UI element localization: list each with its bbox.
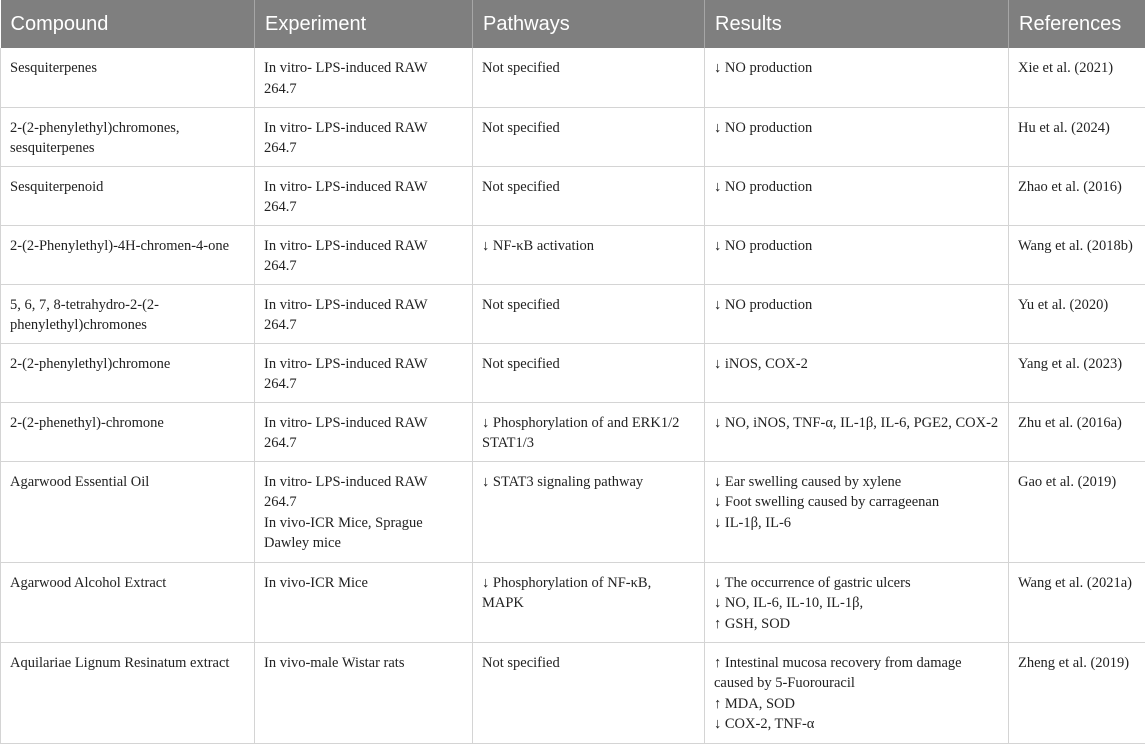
- table-row: [1, 284, 1145, 343]
- result-line: ↓ Foot swelling caused by carrageenan: [714, 494, 940, 510]
- header-experiment: Experiment: [255, 0, 473, 48]
- cell-experiment: [255, 562, 473, 642]
- table-body: [1, 48, 1145, 743]
- cell-experiment: [255, 461, 473, 562]
- header-references: References: [1009, 0, 1145, 48]
- cell-experiment: [255, 48, 473, 107]
- table-row: [1, 225, 1145, 284]
- cell-pathways: ↓ Phosphorylation of NF-κB, MAPK: [473, 562, 705, 642]
- result-line: ↓ iNOS, COX-2: [714, 355, 808, 372]
- cell-experiment: [255, 107, 473, 166]
- cell-pathways: Not specified: [473, 642, 705, 743]
- cell-results: [705, 402, 1009, 461]
- header-results: Results: [705, 0, 1009, 48]
- table-row: [1, 562, 1145, 642]
- result-line: ↓ NO, iNOS, TNF-α, IL-1β, IL-6, PGE2, COX-2: [714, 414, 999, 431]
- experiment-line: In vivo-ICR Mice, Sprague Dawley mice: [264, 514, 423, 551]
- result-line: ↓ The occurrence of gastric ulcers: [714, 574, 911, 591]
- cell-references: Yang et al. (2023): [1009, 343, 1145, 402]
- result-line: ↓ NO production: [714, 60, 813, 76]
- cell-references: Wang et al. (2021a): [1009, 562, 1145, 642]
- cell-compound: Sesquiterpenes: [1, 48, 255, 107]
- table-row: [1, 343, 1145, 402]
- cell-experiment: [255, 642, 473, 743]
- result-line: ↓ NO production: [714, 296, 813, 313]
- cell-pathways: ↓ NF-κB activation: [473, 225, 705, 284]
- cell-experiment: [255, 225, 473, 284]
- cell-results: [705, 107, 1009, 166]
- cell-references: Zheng et al. (2019): [1009, 642, 1145, 743]
- experiment-line: In vitro- LPS-induced RAW 264.7: [264, 414, 428, 451]
- cell-results: [705, 284, 1009, 343]
- cell-compound: 2-(2-Phenylethyl)-4H-chromen-4-one: [1, 225, 255, 284]
- table-header: [1, 0, 1145, 48]
- cell-experiment: [255, 166, 473, 225]
- table-row: [1, 402, 1145, 461]
- result-line: ↓ NO, IL-6, IL-10, IL-1β,: [714, 595, 864, 611]
- result-line: ↓ NO production: [714, 237, 813, 254]
- result-line: ↓ COX-2, TNF-α: [714, 716, 815, 732]
- cell-pathways: Not specified: [473, 48, 705, 107]
- table-row: [1, 461, 1145, 562]
- cell-references: Hu et al. (2024): [1009, 107, 1145, 166]
- experiment-line: In vitro- LPS-induced RAW 264.7: [264, 473, 428, 510]
- header-compound: Compound: [1, 0, 255, 48]
- header-pathways: Pathways: [473, 0, 705, 48]
- result-line: ↓ Ear swelling caused by xylene: [714, 473, 902, 490]
- cell-pathways: ↓ Phosphorylation of and ERK1/2 STAT1/3: [473, 402, 705, 461]
- cell-pathways: Not specified: [473, 343, 705, 402]
- cell-compound: 5, 6, 7, 8-tetrahydro-2-(2-phenylethyl)chromones: [1, 284, 255, 343]
- cell-references: Wang et al. (2018b): [1009, 225, 1145, 284]
- cell-references: Yu et al. (2020): [1009, 284, 1145, 343]
- cell-results: [705, 166, 1009, 225]
- cell-references: Xie et al. (2021): [1009, 48, 1145, 107]
- cell-compound: 2-(2-phenethyl)-chromone: [1, 402, 255, 461]
- table-row: [1, 48, 1145, 107]
- experiment-line: In vivo-male Wistar rats: [264, 654, 405, 671]
- header-row: [1, 0, 1145, 48]
- table-row: [1, 642, 1145, 743]
- cell-results: [705, 562, 1009, 642]
- cell-pathways: Not specified: [473, 166, 705, 225]
- table-row: [1, 166, 1145, 225]
- cell-experiment: [255, 284, 473, 343]
- cell-results: [705, 461, 1009, 562]
- cell-compound: 2-(2-phenylethyl)chromone: [1, 343, 255, 402]
- cell-results: [705, 225, 1009, 284]
- experiment-line: In vitro- LPS-induced RAW 264.7: [264, 60, 428, 97]
- table-row: [1, 107, 1145, 166]
- cell-pathways: Not specified: [473, 284, 705, 343]
- result-line: ↓ NO production: [714, 119, 813, 136]
- cell-references: Zhu et al. (2016a): [1009, 402, 1145, 461]
- experiment-line: In vitro- LPS-induced RAW 264.7: [264, 119, 428, 156]
- cell-compound: Aquilariae Lignum Resinatum extract: [1, 642, 255, 743]
- experiment-line: In vitro- LPS-induced RAW 264.7: [264, 178, 428, 215]
- cell-references: Zhao et al. (2016): [1009, 166, 1145, 225]
- cell-compound: Agarwood Essential Oil: [1, 461, 255, 562]
- cell-references: Gao et al. (2019): [1009, 461, 1145, 562]
- cell-experiment: [255, 402, 473, 461]
- cell-results: [705, 48, 1009, 107]
- cell-compound: Agarwood Alcohol Extract: [1, 562, 255, 642]
- result-line: ↓ IL-1β, IL-6: [714, 514, 792, 531]
- result-line: ↑ GSH, SOD: [714, 615, 791, 632]
- result-line: ↑ MDA, SOD: [714, 695, 795, 712]
- cell-results: [705, 343, 1009, 402]
- cell-results: [705, 642, 1009, 743]
- experiment-line: In vitro- LPS-induced RAW 264.7: [264, 237, 428, 274]
- cell-pathways: Not specified: [473, 107, 705, 166]
- result-line: ↓ NO production: [714, 178, 813, 195]
- cell-compound: Sesquiterpenoid: [1, 166, 255, 225]
- experiment-line: In vitro- LPS-induced RAW 264.7: [264, 296, 428, 333]
- result-line: ↑ Intestinal mucosa recovery from damage caused by 5-Fuorouracil: [714, 654, 962, 691]
- cell-pathways: ↓ STAT3 signaling pathway: [473, 461, 705, 562]
- cell-experiment: [255, 343, 473, 402]
- cell-compound: 2-(2-phenylethyl)chromones, sesquiterpenes: [1, 107, 255, 166]
- experiment-line: In vitro- LPS-induced RAW 264.7: [264, 355, 428, 392]
- experiment-line: In vivo-ICR Mice: [264, 574, 368, 591]
